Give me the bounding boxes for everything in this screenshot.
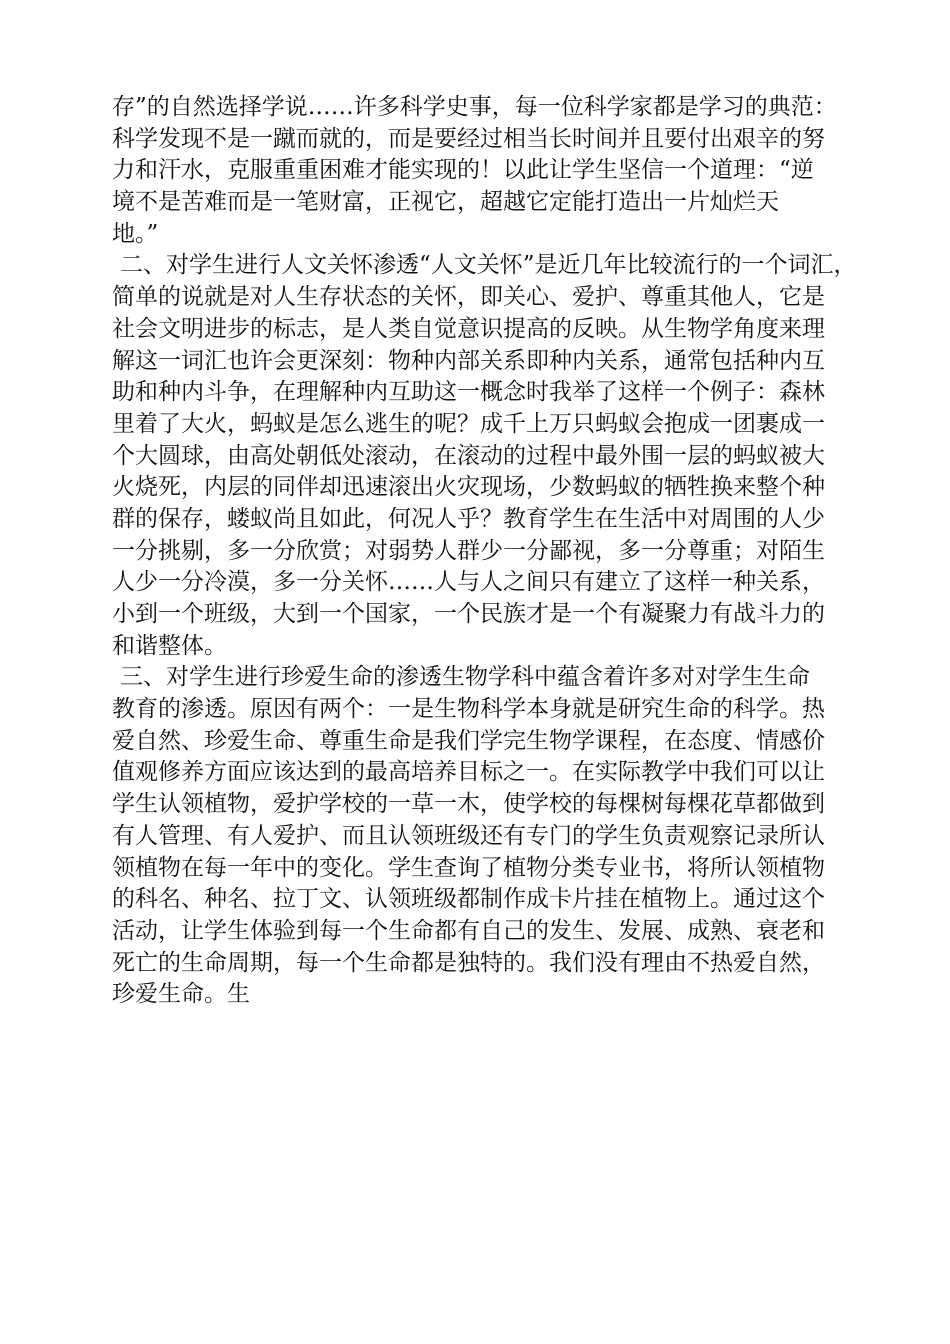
text-line: 死亡的生命周期，每一个生命都是独特的。我们没有理由不热爱自然，	[112, 949, 825, 976]
text-line: 人少一分冷漠，多一分关怀……人与人之间只有建立了这样一种关系，	[112, 569, 825, 596]
section-heading-line: 二、对学生进行人文关怀渗透“人文关怀”是近几年比较流行的一个词汇，	[120, 252, 857, 279]
text-line: 境不是苦难而是一笔财富，正视它，超越它定能打造出一片灿烂天	[112, 189, 779, 216]
text-line: 力和汗水，克服重重困难才能实现的！以此让学生坚信一个道理：“逆	[112, 157, 814, 184]
text-line: 学生认领植物，爱护学校的一草一木，使学校的每棵树每棵花草都做到	[112, 791, 825, 818]
text-line: 科学发现不是一蹴而就的，而是要经过相当长时间并且要付出艰辛的努	[112, 125, 825, 152]
text-line: 助和种内斗争，在理解种内互助这一概念时我举了这样一个例子：森林	[112, 379, 825, 406]
document-body	[112, 92, 857, 1011]
text-line: 社会文明进步的标志，是人类自觉意识提高的反映。从生物学角度来理	[112, 315, 825, 342]
text-line: 领植物在每一年中的变化。学生查询了植物分类专业书，将所认领植物	[112, 854, 825, 881]
text-line: 个大圆球，由高处朝低处滚动，在滚动的过程中最外围一层的蚂蚁被大	[112, 442, 825, 469]
text-line: 的科名、种名、拉丁文、认领班级都制作成卡片挂在植物上。通过这个	[112, 886, 825, 913]
text-line: 和谐整体。	[112, 632, 227, 659]
text-line: 爱自然、珍爱生命、尊重生命是我们学完生物学课程，在态度、情感价	[112, 727, 825, 754]
text-line: 简单的说就是对人生存状态的关怀，即关心、爱护、尊重其他人，它是	[112, 284, 825, 311]
text-line: 一分挑剔，多一分欣赏；对弱势人群少一分鄙视，多一分尊重；对陌生	[112, 537, 825, 564]
text-line: 里着了大火，蚂蚁是怎么逃生的呢？成千上万只蚂蚁会抱成一团裹成一	[112, 410, 825, 437]
text-line: 值观修养方面应该达到的最高培养目标之一。在实际教学中我们可以让	[112, 759, 825, 786]
text-line: 有人管理、有人爱护、而且认领班级还有专门的学生负责观察记录所认	[112, 822, 825, 849]
text-line: 存”的自然选择学说……许多科学史事，每一位科学家都是学习的典范：	[112, 94, 837, 120]
text-line: 解这一词汇也许会更深刻：物种内部关系即种内关系，通常包括种内互	[112, 347, 825, 374]
text-line: 珍爱生命。生	[112, 981, 250, 1008]
text-line: 地。”	[112, 220, 159, 247]
text-line: 小到一个班级，大到一个国家，一个民族才是一个有凝聚力有战斗力的	[112, 601, 825, 627]
text-line: 群的保存，蝼蚁尚且如此，何况人乎？教育学生在生活中对周围的人少	[112, 505, 825, 532]
text-line: 教育的渗透。原因有两个：一是生物科学本身就是研究生命的科学。热	[112, 696, 825, 723]
text-line: 火烧死，内层的同伴却迅速滚出火灾现场，少数蚂蚁的牺牲换来整个种	[112, 474, 825, 501]
text-line: 活动，让学生体验到每一个生命都有自己的发生、发展、成熟、衰老和	[112, 917, 825, 944]
section-heading-line: 三、对学生进行珍爱生命的渗透生物学科中蕴含着许多对对学生生命	[120, 664, 810, 691]
